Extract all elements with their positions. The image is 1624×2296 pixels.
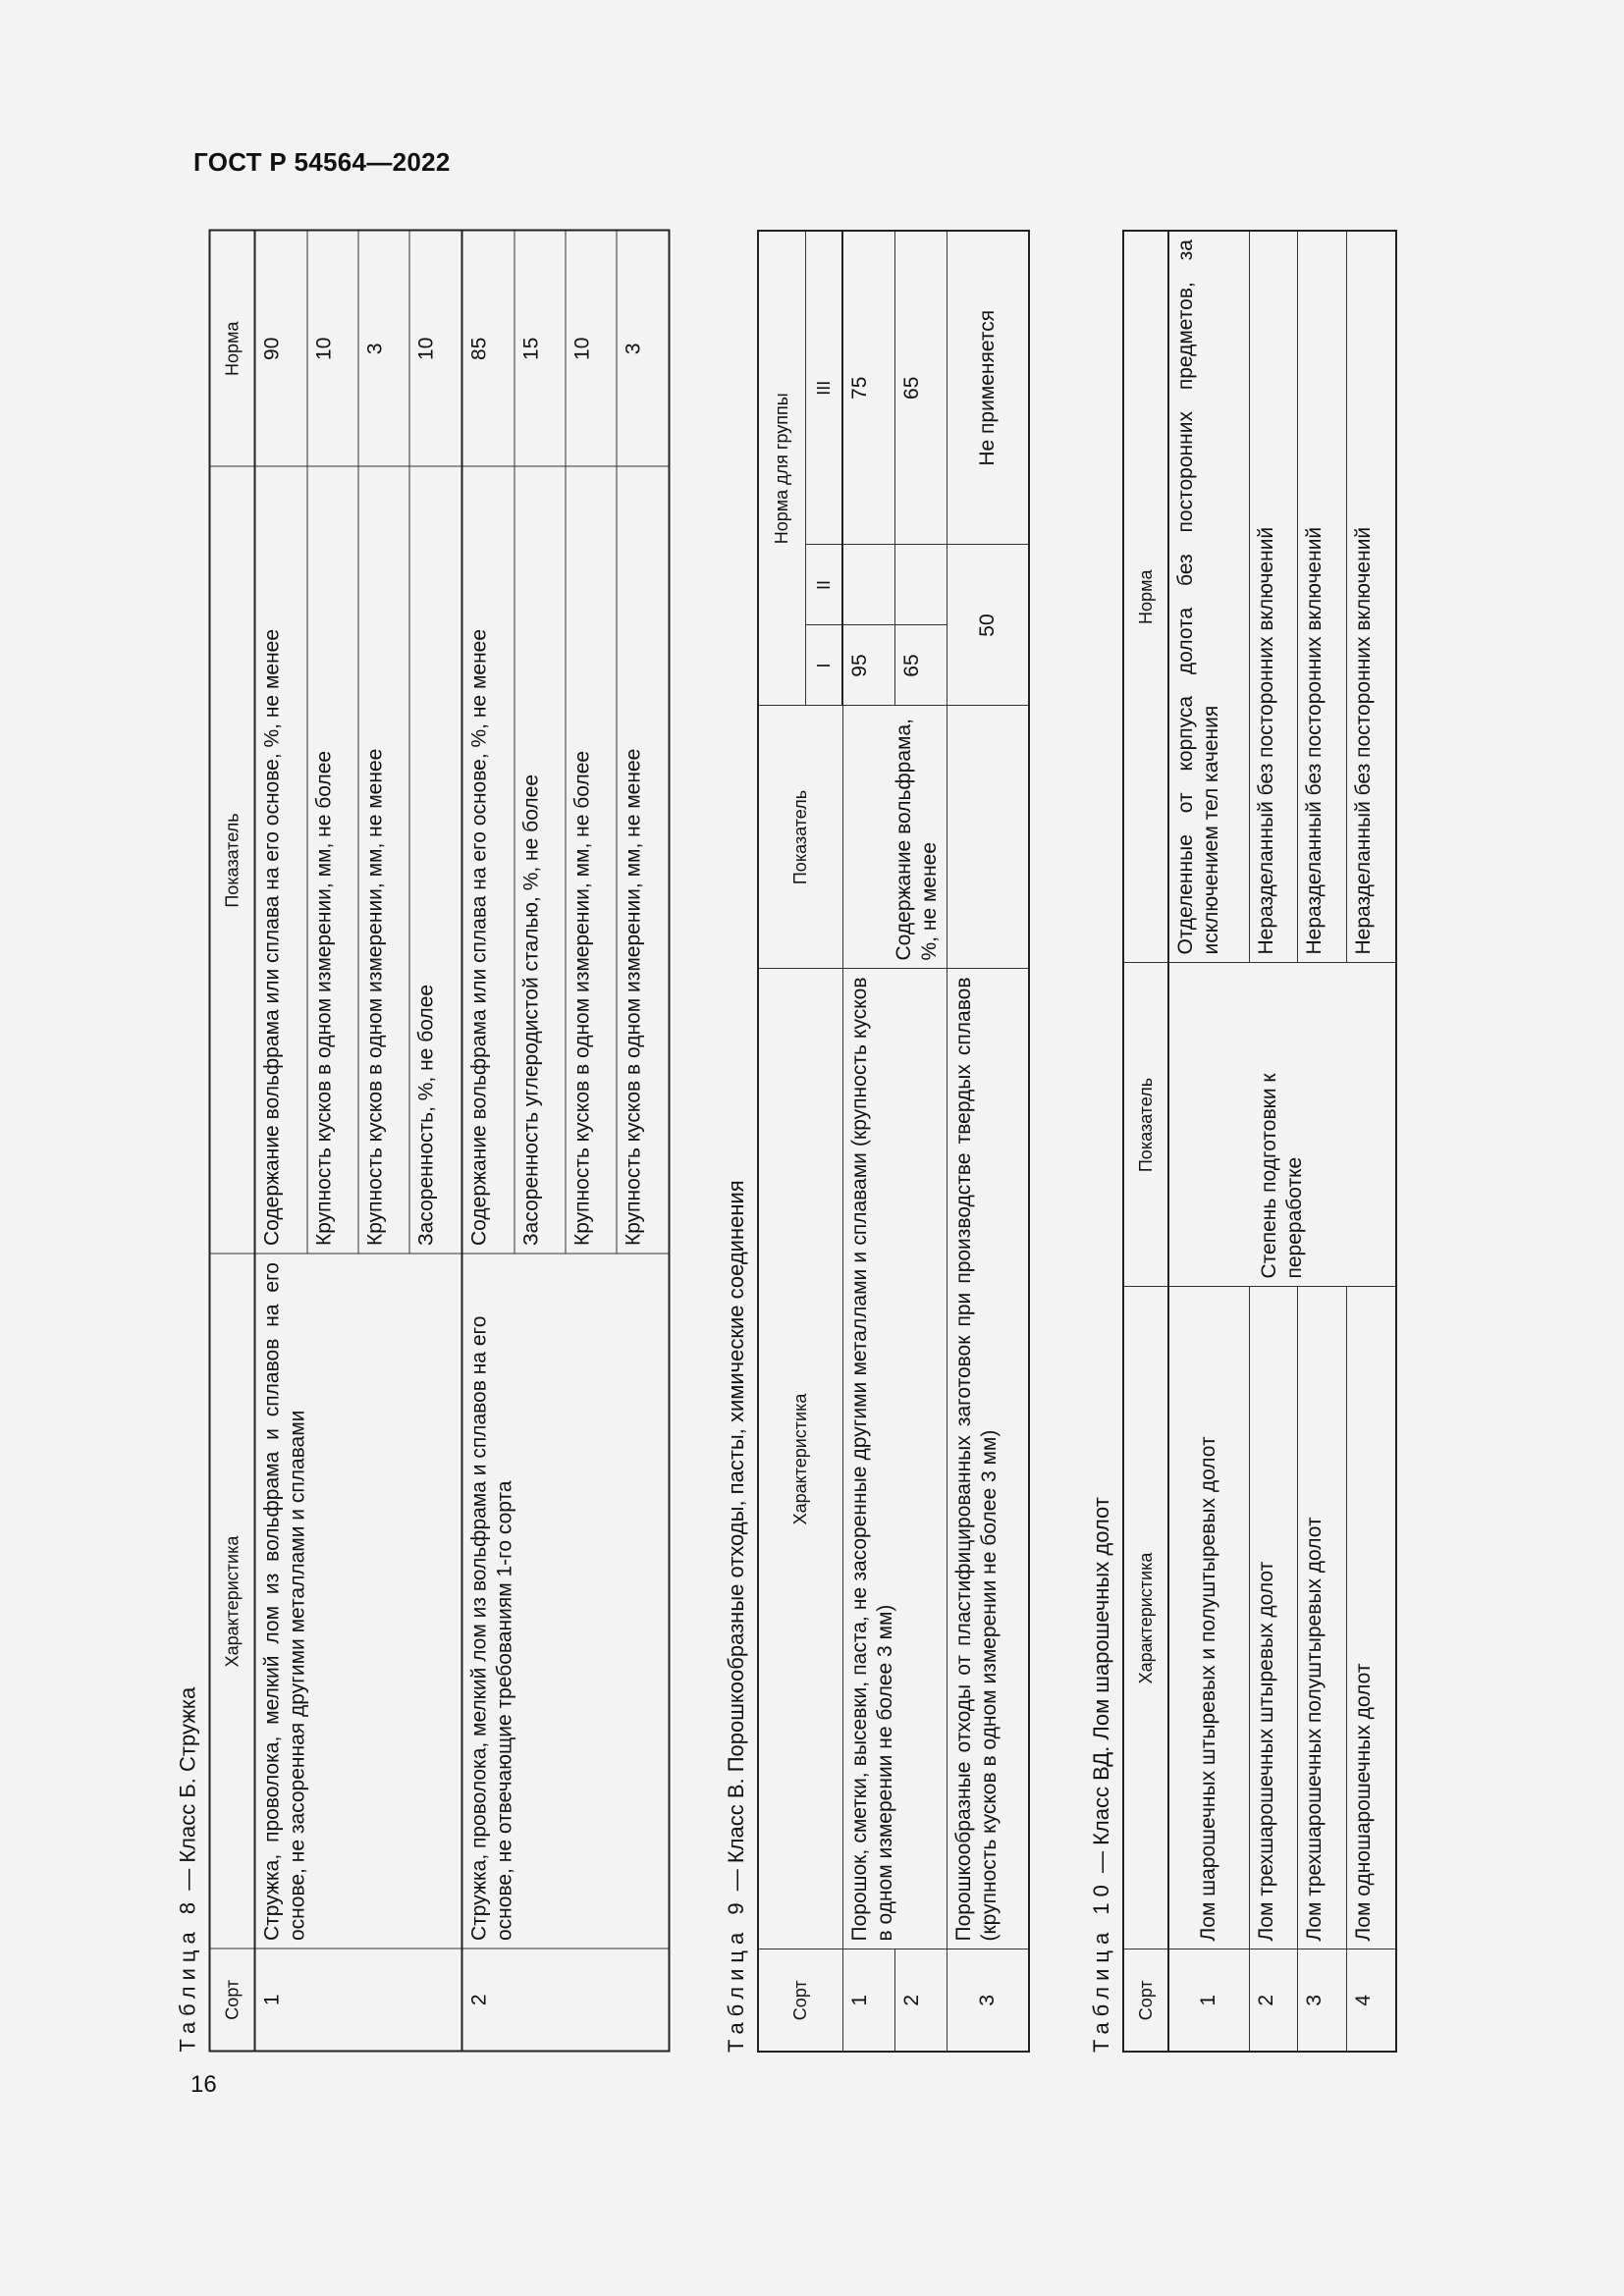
t10-sort: 4 xyxy=(1347,1949,1397,2052)
table-9 xyxy=(757,230,1030,2053)
table-9-block xyxy=(722,232,1033,2053)
table-row xyxy=(947,231,1029,2052)
t8-norm: 10 xyxy=(566,231,617,467)
t8-indicator: Крупность кусков в одном измерении, мм, не более xyxy=(566,467,617,1255)
table-10-caption xyxy=(1087,232,1122,2053)
t9-group-2 xyxy=(842,545,894,625)
t10-indicator: Степень подготовки к переработке xyxy=(1168,963,1396,1287)
t9-col-group-1: I xyxy=(805,625,842,706)
t8-norm: 15 xyxy=(514,231,566,467)
t10-col-char: Характеристика xyxy=(1123,1287,1168,1949)
t9-col-char: Характеристика xyxy=(758,969,842,1949)
table-9-prefix: Таблица 9 xyxy=(724,1896,748,2053)
t8-norm: 3 xyxy=(617,231,669,467)
t9-col-norm-group: Норма для группы xyxy=(758,231,805,706)
table-row xyxy=(842,231,894,2052)
table-10-prefix: Таблица 10 xyxy=(1089,1879,1113,2053)
t8-col-char: Характеристика xyxy=(210,1255,255,1949)
t10-sort: 2 xyxy=(1249,1949,1298,2052)
t8-norm: 10 xyxy=(409,231,461,467)
t9-group-3: Не применяется xyxy=(947,231,1029,545)
t8-indicator: Крупность кусков в одном измерении, мм, не более xyxy=(307,467,358,1255)
t10-col-sort: Сорт xyxy=(1123,1949,1168,2052)
t8-col-norm: Норма xyxy=(210,231,255,467)
table-8-caption xyxy=(174,232,209,2053)
t8-norm: 10 xyxy=(307,231,358,467)
t9-group-1: 65 xyxy=(894,625,947,706)
t9-group-2 xyxy=(894,545,947,625)
t9-indicator-empty xyxy=(947,706,1029,969)
t10-col-norm: Норма xyxy=(1123,231,1168,963)
t9-char: Порошок, сметки, высевки, паста, не засоренные другими металлами и сплавами (крупность кусков в одном измерении не более 3 мм) xyxy=(842,969,947,1949)
t8-norm: 90 xyxy=(255,231,307,467)
t10-norm: Неразделанный без посторонних включений xyxy=(1249,231,1298,963)
t8-indicator: Содержание вольфрама или сплава на его основе, %, не менее xyxy=(461,467,514,1255)
t8-col-sort: Сорт xyxy=(210,1949,255,2052)
t8-char: Стружка, проволока, мелкий лом из вольфрама и сплавов на его основе, не отвечающие требованиям 1-го сорта xyxy=(461,1255,669,1949)
t9-col-group-2: II xyxy=(805,545,842,625)
t10-sort: 1 xyxy=(1168,1949,1249,2052)
table-9-title: — Класс В. Порошкообразные отходы, пасты, химические соединения xyxy=(724,1180,748,1892)
t8-col-indicator: Показатель xyxy=(210,467,255,1255)
table-10-title: — Класс ВД. Лом шарошечных долот xyxy=(1089,1497,1113,1874)
t8-char: Стружка, проволока, мелкий лом из вольфрама и сплавов на его основе, не засоренная другими металлами и сплавами xyxy=(255,1255,462,1949)
t10-char: Лом одношарошечных долот xyxy=(1347,1287,1397,1949)
t10-char: Лом трехшарошечных полуштыревых долот xyxy=(1298,1287,1347,1949)
t9-col-indicator: Показатель xyxy=(758,706,842,969)
t9-group-1: 50 xyxy=(947,545,1029,706)
table-8-prefix: Таблица 8 xyxy=(175,1896,200,2053)
t9-col-sort: Сорт xyxy=(758,1949,842,2052)
t9-char: Порошкообразные отходы от пластифицированных заготовок при производстве твердых сплавов (крупность кусков в одном измерении не более 3 мм) xyxy=(947,969,1029,1949)
t8-sort: 2 xyxy=(461,1949,669,2052)
t9-sort: 3 xyxy=(947,1949,1029,2052)
t10-norm: Неразделанный без посторонних включений xyxy=(1298,231,1347,963)
t10-char: Лом трехшарошечных штыревых долот xyxy=(1249,1287,1298,1949)
table-10 xyxy=(1122,230,1397,2053)
table-8-title: — Класс Б. Стружка xyxy=(175,1686,200,1891)
t9-sort: 2 xyxy=(894,1949,947,2052)
table-row xyxy=(255,231,307,2052)
t8-indicator: Засоренность углеродистой сталью, %, не более xyxy=(514,467,566,1255)
t9-col-group-3: III xyxy=(805,231,842,545)
t8-indicator: Крупность кусков в одном измерении, мм, не менее xyxy=(358,467,409,1255)
t8-norm: 3 xyxy=(358,231,409,467)
t8-sort: 1 xyxy=(255,1949,462,2052)
table-row xyxy=(1168,231,1249,2052)
t10-col-indicator: Показатель xyxy=(1123,963,1168,1287)
document-code: ГОСТ Р 54564—2022 xyxy=(193,147,451,177)
t8-indicator: Содержание вольфрама или сплава на его основе, %, не менее xyxy=(255,467,307,1255)
t9-group-3: 65 xyxy=(894,231,947,545)
page-number: 16 xyxy=(190,2071,217,2098)
t9-sort: 1 xyxy=(842,1949,894,2052)
t9-group-3: 75 xyxy=(842,231,894,545)
t8-indicator: Крупность кусков в одном измерении, мм, не менее xyxy=(617,467,669,1255)
t9-indicator: Содержание вольфрама, %, не менее xyxy=(842,706,947,969)
t10-char: Лом шарошечных штыревых и полуштыревых долот xyxy=(1168,1287,1249,1949)
table-9-caption xyxy=(722,232,757,2053)
t8-indicator: Засоренность, %, не более xyxy=(409,467,461,1255)
t8-norm: 85 xyxy=(461,231,514,467)
table-row xyxy=(461,231,514,2052)
table-10-block xyxy=(1087,232,1398,2053)
t10-sort: 3 xyxy=(1298,1949,1347,2052)
t10-norm: Неразделанный без посторонних включений xyxy=(1347,231,1397,963)
table-8-block xyxy=(174,232,671,2053)
t9-group-1: 95 xyxy=(842,625,894,706)
table-8 xyxy=(209,230,671,2053)
t10-norm: Отделенные от корпуса долота без посторонних предметов, за исключением тел качения xyxy=(1168,231,1249,963)
